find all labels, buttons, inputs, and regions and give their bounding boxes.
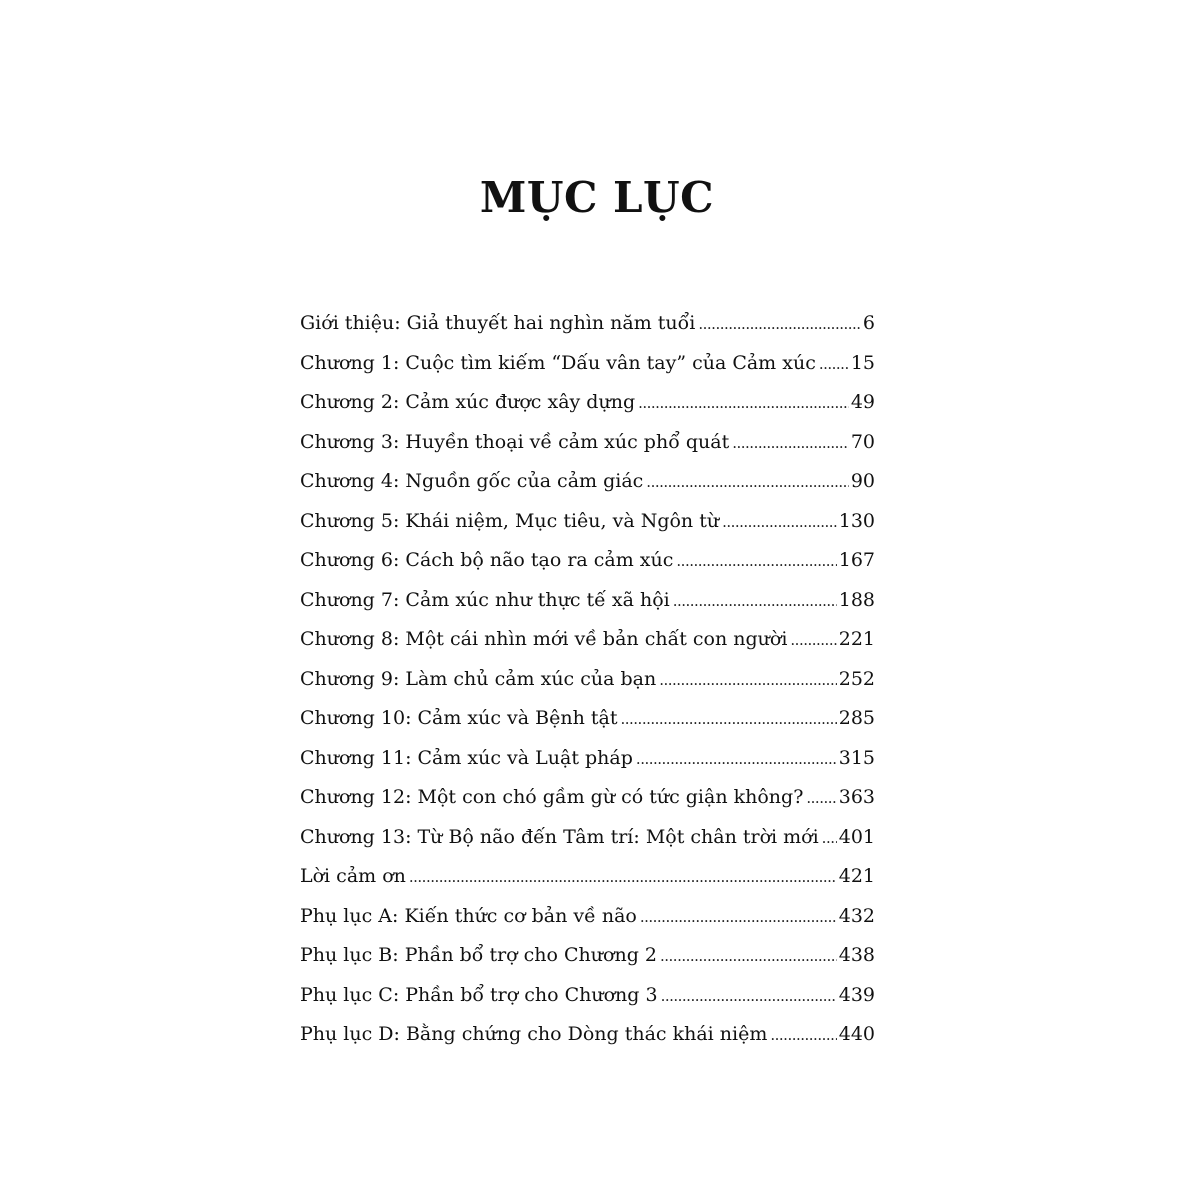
toc-entry-label: Chương 9: Làm chủ cảm xúc của bạn [300, 667, 657, 690]
toc-entry-page-number: 363 [838, 786, 875, 808]
toc-entry-label: Chương 2: Cảm xúc được xây dựng [300, 391, 636, 413]
toc-entry [300, 857, 875, 897]
toc-entry [300, 344, 875, 384]
toc-entry-label: Lời cảm ơn [300, 865, 406, 887]
toc-entry-page-number: 6 [862, 312, 875, 334]
toc-entry-page-number: 315 [838, 746, 875, 769]
toc-entry-label: Chương 3: Huyền thoại về cảm xúc phổ quát [300, 430, 730, 453]
dot-leader [698, 305, 861, 345]
toc-entry-page-number: 188 [838, 588, 875, 611]
toc-entry-page-number: 421 [838, 865, 875, 887]
dot-leader [620, 700, 836, 740]
toc-entry [300, 936, 875, 976]
toc-entry-page-number: 439 [838, 983, 875, 1006]
toc-entry-page-number: 401 [838, 825, 875, 848]
toc-entry [300, 1015, 875, 1055]
dot-leader [822, 819, 837, 859]
dot-leader [409, 858, 837, 898]
toc-entry-label: Chương 6: Cách bộ não tạo ra cảm xúc [300, 549, 674, 571]
toc-entry-label: Chương 5: Khái niệm, Mục tiêu, và Ngôn từ [300, 509, 720, 532]
toc-entry [300, 541, 875, 581]
dot-leader [732, 424, 849, 464]
toc-entry [300, 660, 875, 700]
dot-leader [676, 542, 836, 582]
toc-entry-label: Chương 8: Một cái nhìn mới về bản chất con người [300, 628, 788, 650]
toc-entry-page-number: 49 [850, 391, 875, 413]
toc-entry-page-number: 15 [850, 351, 875, 374]
dot-leader [661, 977, 837, 1017]
toc-entry [300, 739, 875, 779]
toc-entry [300, 383, 875, 423]
dot-leader [646, 463, 849, 503]
toc-entry-label: Chương 1: Cuộc tìm kiếm “Dấu vân tay” của Cảm xúc [300, 351, 816, 374]
page-title: MỤC LỤC [479, 173, 715, 222]
toc-entry-label: Chương 10: Cảm xúc và Bệnh tật [300, 707, 618, 729]
toc-entry-label: Phụ lục C: Phần bổ trợ cho Chương 3 [300, 983, 658, 1006]
dot-leader [790, 621, 836, 661]
table-of-contents [300, 304, 875, 1055]
toc-entry-page-number: 440 [838, 1023, 875, 1045]
toc-entry [300, 304, 875, 344]
toc-entry [300, 897, 875, 937]
toc-entry-label: Chương 13: Từ Bộ não đến Tâm trí: Một chân trời mới [300, 825, 819, 848]
toc-entry-label: Giới thiệu: Giả thuyết hai nghìn năm tuổi [300, 312, 696, 334]
dot-leader [722, 503, 837, 543]
dot-leader [660, 937, 837, 977]
dot-leader [636, 740, 837, 780]
toc-entry-page-number: 285 [838, 707, 875, 729]
toc-entry-label: Chương 11: Cảm xúc và Luật pháp [300, 746, 633, 769]
toc-entry-label: Chương 4: Nguồn gốc của cảm giác [300, 470, 644, 492]
toc-entry [300, 502, 875, 542]
dot-leader [673, 582, 837, 622]
toc-entry-page-number: 130 [838, 509, 875, 532]
toc-entry-page-number: 438 [838, 944, 875, 966]
toc-entry [300, 462, 875, 502]
dot-leader [638, 384, 849, 424]
dot-leader [770, 1016, 836, 1056]
toc-entry-label: Chương 7: Cảm xúc như thực tế xã hội [300, 588, 670, 611]
toc-entry [300, 620, 875, 660]
toc-entry-page-number: 167 [838, 549, 875, 571]
dot-leader [819, 345, 849, 385]
dot-leader [806, 779, 836, 819]
toc-entry-label: Phụ lục B: Phần bổ trợ cho Chương 2 [300, 944, 657, 966]
dot-leader [640, 898, 837, 938]
toc-entry-label: Phụ lục D: Bằng chứng cho Dòng thác khái niệm [300, 1023, 768, 1045]
toc-entry-page-number: 90 [850, 470, 875, 492]
toc-entry-page-number: 70 [850, 430, 875, 453]
toc-entry [300, 818, 875, 858]
toc-entry [300, 423, 875, 463]
toc-entry [300, 699, 875, 739]
dot-leader [659, 661, 837, 701]
toc-entry [300, 778, 875, 818]
toc-entry [300, 976, 875, 1016]
toc-entry-page-number: 432 [838, 904, 875, 927]
toc-entry-label: Phụ lục A: Kiến thức cơ bản về não [300, 904, 637, 927]
toc-entry [300, 581, 875, 621]
toc-entry-page-number: 221 [838, 628, 875, 650]
toc-entry-page-number: 252 [838, 667, 875, 690]
toc-entry-label: Chương 12: Một con chó gầm gừ có tức giận không? [300, 786, 804, 808]
